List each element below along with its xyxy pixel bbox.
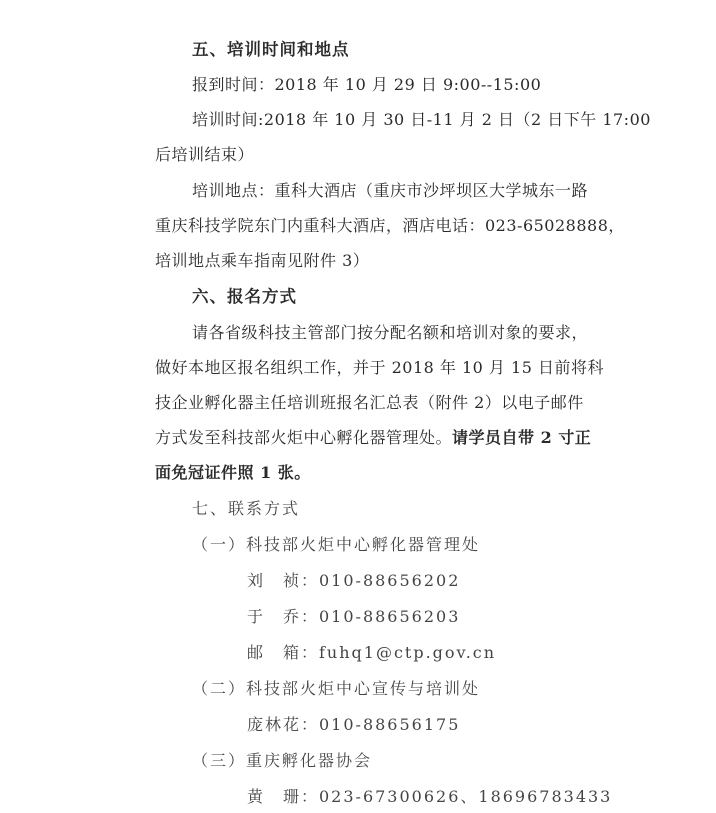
contact-huang-shan: 黄 珊：023-67300626、18696783433: [247, 787, 613, 806]
training-time-line2: 后培训结束）: [155, 145, 255, 164]
contact-group2-title: （二）科技部火炬中心宣传与培训处: [192, 679, 481, 698]
registration-line4: [155, 428, 591, 448]
section5-heading: 五、培训时间和地点: [192, 40, 350, 59]
location-line2: 重庆科技学院东门内重科大酒店，酒店电话：023-65028888，: [155, 216, 625, 235]
section7-heading: 七、联系方式: [192, 499, 301, 518]
location-line3: 培训地点乘车指南见附件 3）: [155, 251, 370, 270]
training-time-line1: 培训时间:2018 年 10 月 30 日-11 月 2 日（2 日下午 17:00: [192, 110, 651, 129]
registration-line3: 技企业孵化器主任培训班报名汇总表（附件 2）以电子邮件: [155, 393, 584, 412]
location-line1: 培训地点：重科大酒店（重庆市沙坪坝区大学城东一路: [192, 181, 589, 200]
contact-pang-linhua: 庞林花：010-88656175: [247, 715, 461, 734]
contact-liu-zhen: 刘 祯：010-88656202: [247, 571, 461, 590]
contact-group1-title: （一）科技部火炬中心孵化器管理处: [192, 535, 481, 554]
contact-email: 邮 箱：fuhq1@ctp.gov.cn: [247, 643, 497, 662]
photo-requirement-part1: 请学员自带 2 寸正: [452, 428, 592, 447]
photo-requirement-part2: 面免冠证件照 1 张。: [155, 463, 311, 482]
contact-yu-qiao: 于 乔：010-88656203: [247, 607, 461, 626]
report-time: 报到时间：2018 年 10 月 29 日 9:00--15:00: [192, 75, 542, 94]
section6-heading: 六、报名方式: [192, 287, 297, 306]
contact-group3-title: （三）重庆孵化器协会: [192, 751, 373, 770]
registration-line1: 请各省级科技主管部门按分配名额和培训对象的要求，: [192, 323, 589, 342]
registration-line4-text: 方式发至科技部火炬中心孵化器管理处。: [155, 428, 453, 447]
registration-line2: 做好本地区报名组织工作，并于 2018 年 10 月 15 日前将科: [155, 358, 604, 377]
